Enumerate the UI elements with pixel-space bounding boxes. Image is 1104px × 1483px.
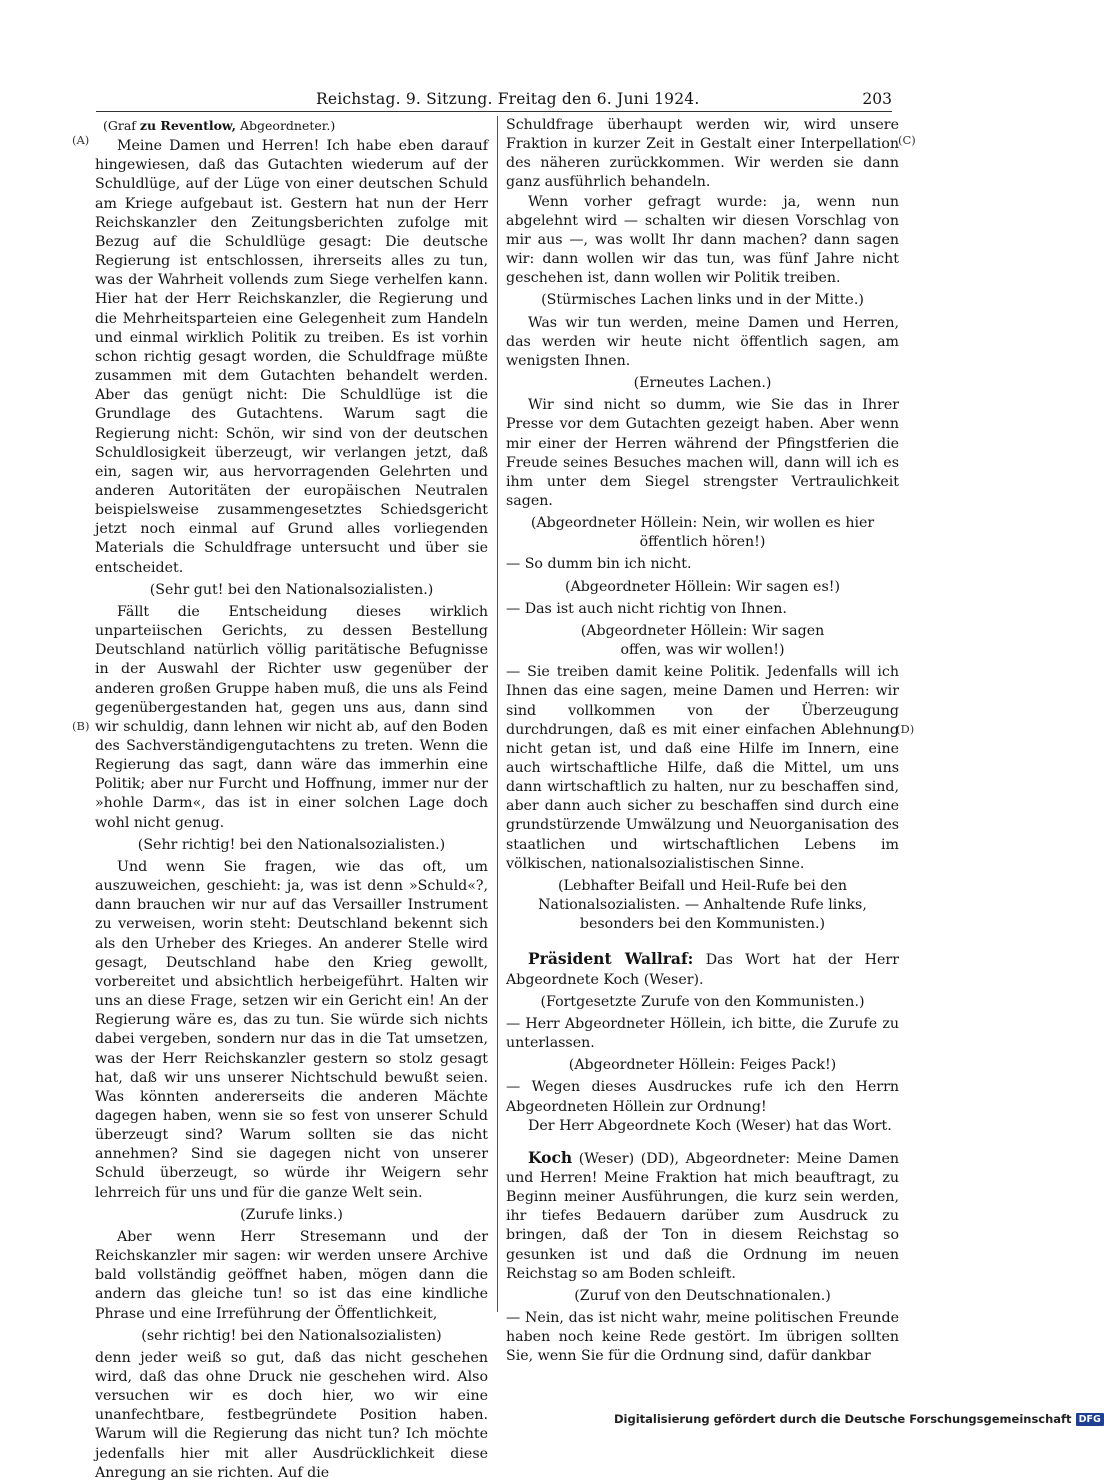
margin-marker-b: (B)	[72, 719, 90, 733]
paragraph: Der Herr Abgeordnete Koch (Weser) hat das Wort.	[528, 1117, 892, 1134]
margin-marker-c: (C)	[898, 133, 916, 147]
paragraph: — Das ist auch nicht richtig von Ihnen.	[506, 600, 787, 617]
column-divider	[497, 116, 498, 1312]
spacer	[506, 1136, 899, 1148]
paragraph: Fällt die Entscheidung dieses wirklich unparteiischen Gerichts, zu dessen Bestellung Deutschland natürlich völlig paritätische Befugnisse in der Auswahl der Richter usw gegenüber der anderen großen Gruppe haben muß, die uns als Feind gegenübergestanden hat, gegen uns aus, dann sind wir schuldig, dann lehnen wir nicht ab, auf den Boden des Sachverständigengutachtens zu treten. Wenn die Regierung das sagt, dann wäre das immerhin eine Politik; aber nur Furcht und Hoffnung, immer nur der »hohle Darm«, das ist in einer solchen Lage doch wohl nicht genug.	[95, 603, 488, 831]
paragraph: Wir sind nicht so dumm, wie Sie das in Ihrer Presse vor dem Gutachten gezeigt haben. Aber wenn mir einer der Herren während der Pfingstferien die Freude seines Besuches machen will, dann will ich es ihm unter dem Siegel strengster Vertraulichkeit sagen.	[506, 397, 899, 509]
paragraph: Meine Damen und Herren! Ich habe eben darauf hingewiesen, daß das Gutachten wiederum auf der Schuldlüge, auf der Lüge von einer deutschen Schuld am Kriege aufgebaut ist. Gestern hat nun der Herr Reichskanzler den Zeitungsberichten zufolge mit Bezug auf die Schuldlüge gesagt: Die deutsche Regierung ist entschlossen, ihrerseits alles zu tun, was der Wahrheit vollends zum Siege verhelfen kann. Hier hat der Herr Reichskanzler, die Regierung und die Mehrheitsparteien eine Gelegenheit zum Handeln und einmal wirklich Politik zu treiben. Es ist vorhin schon richtig gesagt worden, die Schuldfrage müßte zusammen mit dem Gutachten behandelt werden. Aber das genügt nicht: Die Schuldlüge ist die Grundlage des Gutachtens. Warum sagt die Regierung nicht: Schön, wir sind von der deutschen Schuldlosigkeit überzeugt, wir verlangen jetzt, daß ein, sagen wir, aus hervorragenden Gelehrten und anderen Autoritäten der europäischen Neutralen beispielsweise zusammengesetztes Schiedsgericht jetzt noch einmal auf Grund alles vorliegenden Materials die Schuldfrage untersucht und über sie entscheidet.	[95, 138, 488, 576]
interjection: (Abgeordneter Höllein: Nein, wir wollen es hier öffentlich hören!)	[530, 515, 875, 551]
interjection: (Abgeordneter Höllein: Wir sagen es!)	[565, 578, 840, 595]
koch-name: Koch	[528, 1147, 573, 1167]
paragraph: Und wenn Sie fragen, wie das oft, um auszuweichen, geschieht: ja, was ist denn »Schuld«?, dann brauchen wir nur auf das Versailler Instrument zu verweisen, worin steht: Deutschland bekennt sich als den Urheber des Krieges. An anderer Stelle wird gesagt, Deutschland habe den Krieg gewollt, vorbereitet und absichtlich herbeigeführt. Halten wir uns an diese Frage, setzen wir ein Gericht ein! An der Regierung wäre es, das zu tun. Sie würde sich nichts dabei vergeben, sondern nur das in die Tat umsetzen, was der Herr Reichskanzler gestern so stolz gesagt hat, daß wir uns unserer Nichtschuld bewußt seien. Was könnten andererseits die anderen Mächte dagegen haben, wenn sie so fest von unserer Schuld überzeugt sind? Warum sollten sie das nicht annehmen? Sind sie dagegen nicht von unserer Schuld überzeugt, so würde ihr Weigern sehr lehrreich für uns und für die ganze Welt sein.	[95, 858, 488, 1201]
interjection: (Sehr gut! bei den Nationalsozialisten.)	[149, 581, 434, 598]
digitization-footer	[614, 1412, 1101, 1430]
interjection: (Sehr richtig! bei den Nationalsozialisten.)	[137, 836, 446, 853]
paragraph: Was wir tun werden, meine Damen und Herren, das werden wir heute nicht öffentlich sagen, am wenigsten Ihnen.	[506, 314, 899, 369]
paragraph: Schuldfrage überhaupt werden wir, wird unsere Fraktion in kurzer Zeit in Gestalt einer Interpellation des näheren zurückkommen. Wir werden sie dann ganz ausführlich behandeln.	[506, 117, 899, 191]
dfg-logo: DFG	[1076, 1413, 1104, 1426]
speaker-tag: (Graf zu Reventlow, Abgeordneter.)	[103, 118, 336, 133]
margin-marker-d: (D)	[896, 722, 915, 736]
paragraph: Wenn vorher gefragt wurde: ja, wenn nun abgelehnt wird — schalten wir diesen Vorschlag von mir aus —, was wollt Ihr dann machen? dann sagen wir: dann wollen wir das tun, was fünf Jahre nicht geschehen ist, dann wollen wir Politik treiben.	[506, 193, 899, 287]
paragraph: — Sie treiben damit keine Politik. Jedenfalls will ich Ihnen das eine sagen, meine Damen und Herren: wir sind vollkommen von der Überzeugung durchdrungen, daß es mit einer einfachen Ablehnung nicht getan ist, und daß eine Hilfe im Innern, eine auch wirtschaftliche Hilfe, daß die Mittel, um uns dann wirtschaftlich zu halten, nur zu beschaffen sind, aber dann auch sicher zu beschaffen sind durch eine grundstürzende Umwälzung und Neuorganisation des staatlichen und wirtschaftlichen Lebens im völkischen, nationalsozialistischen Sinne.	[506, 664, 899, 872]
koch-paragraph: Koch (Weser) (DD), Abgeordneter: Meine Damen und Herren! Meine Fraktion hat mich beauftragt, zu Beginn meiner Ausführungen, die kurz sein werden, ihr tiefes Bedauern darüber zum Ausdruck zu bringen, daß der Ton in diesem Reichstag so gesunken ist und daß die Ordnung im neuen Reichstag so am Boden schleift.	[506, 1147, 899, 1282]
interjection: (Abgeordneter Höllein: Wir sagen offen, was wir wollen!)	[580, 622, 825, 659]
footer-text: Digitalisierung gefördert durch die Deutsche Forschungsgemeinschaft	[614, 1412, 1072, 1426]
paragraph: — So dumm bin ich nicht.	[506, 556, 692, 573]
running-title: Reichstag. 9. Sitzung. Freitag den 6. Juni 1924.	[316, 90, 700, 108]
interjection: (Abgeordneter Höllein: Feiges Pack!)	[568, 1057, 837, 1074]
interjection: (Lebhafter Beifall und Heil-Rufe bei den Nationalsozialisten. — Anhaltende Rufe links, besonders bei den Kommunisten.)	[538, 877, 867, 933]
interjection: (Erneutes Lachen.)	[633, 375, 772, 392]
speaker-name: zu Reventlow,	[139, 118, 237, 133]
spacer	[506, 937, 899, 949]
paragraph: denn jeder weiß so gut, daß das nicht geschehen wird, daß das ohne Druck nie geschehen wird. Also versuchen wir es doch hier, wo wir eine unanfechtbare, festbegründete Position haben. Warum will die Regierung das nicht tun? Ich möchte jedenfalls hier mit aller Ausdrücklichkeit diese Anregung an sie richten. Auf die	[95, 1349, 488, 1481]
interjection: (Stürmisches Lachen links und in der Mitte.)	[541, 292, 864, 309]
page-number: 203	[862, 90, 892, 108]
right-column	[506, 116, 899, 1367]
paragraph: — Herr Abgeordneter Höllein, ich bitte, die Zurufe zu unterlassen.	[506, 1015, 899, 1052]
president-name: Präsident Wallraf:	[528, 949, 694, 969]
interjection: (Zuruf von den Deutschnationalen.)	[574, 1287, 831, 1304]
paragraph: Aber wenn Herr Stresemann und der Reichskanzler mir sagen: wir werden unsere Archive bald vollständig geöffnet haben, mögen dann die andern das gleiche tun! so ist das eine kindliche Phrase und eine Irreführung der Öffentlichkeit,	[95, 1228, 488, 1322]
interjection: (Zurufe links.)	[240, 1206, 343, 1223]
header-rule	[96, 111, 892, 112]
left-column	[95, 116, 488, 1483]
interjection: (Fortgesetzte Zurufe von den Kommunisten.)	[540, 993, 865, 1010]
paragraph: — Nein, das ist nicht wahr, meine politischen Freunde haben noch keine Rede gestört. Im übrigen sollten Sie, wenn Sie für die Ordnung sind, dafür dankbar	[506, 1310, 899, 1365]
interjection: (sehr richtig! bei den Nationalsozialisten)	[141, 1327, 442, 1344]
page-header	[96, 88, 892, 110]
paragraph: — Wegen dieses Ausdruckes rufe ich den Herrn Abgeordneten Höllein zur Ordnung!	[506, 1079, 899, 1115]
president-paragraph: Präsident Wallraf: Das Wort hat der Herr Abgeordnete Koch (Weser).	[506, 949, 899, 988]
margin-marker-a: (A)	[72, 133, 90, 147]
